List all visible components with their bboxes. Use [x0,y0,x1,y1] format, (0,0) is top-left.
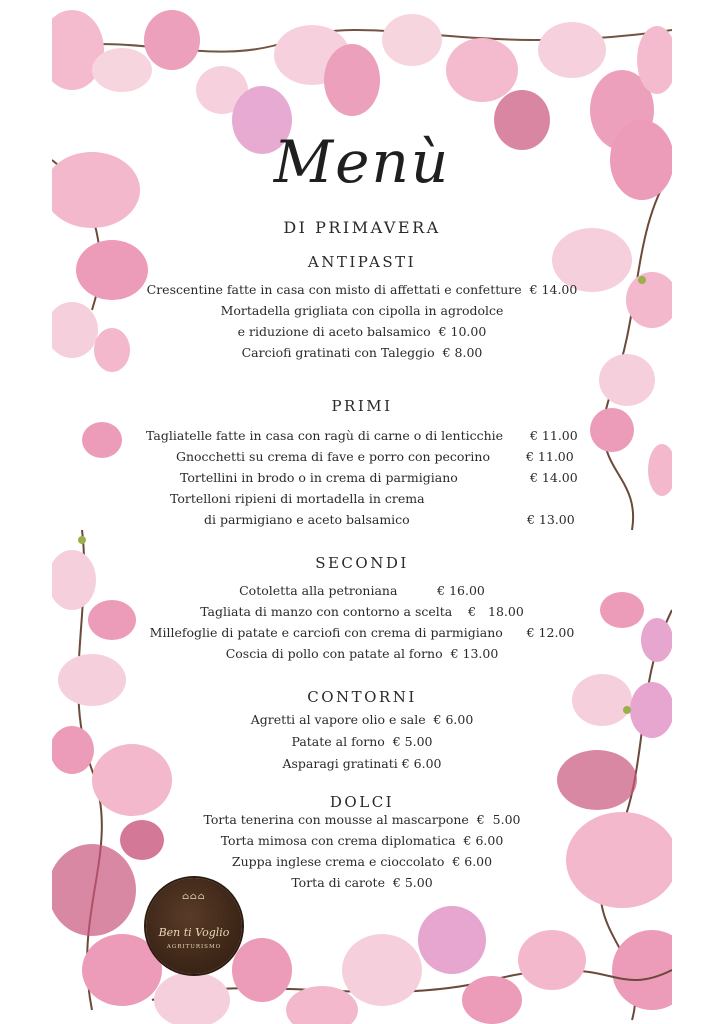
section-title-dolci: DOLCI [329,793,395,811]
menu-title: Menù [273,128,451,196]
dolci-item: Torta di carote € 5.00 [291,875,433,890]
section-title-antipasti: ANTIPASTI [307,253,417,271]
dolci-item: Torta mimosa con crema diplomatica € 6.00 [220,833,504,848]
contorni-item: Agretti al vapore olio e sale € 6.00 [250,712,474,727]
antipasti-item: Crescentine fatte in casa con misto di affettati e confetture € 14.00 [146,282,578,297]
primi-item-name: Tortelloni ripieni di mortadella in crema [170,491,425,506]
contorni-item: Patate al forno € 5.00 [291,734,433,749]
secondi-item: Tagliata di manzo con contorno a scelta € 18.00 [200,604,524,619]
contorni-item: Asparagi gratinati € 6.00 [282,756,442,771]
secondi-item: Millefoglie di patate e carciofi con crema di parmigiano € 12.00 [149,625,575,640]
antipasti-item: Carciofi gratinati con Taleggio € 8.00 [241,345,483,360]
antipasti-item: Mortadella grigliata con cipolla in agrodolce [220,303,504,318]
primi-item-price: € 11.00 [526,449,574,464]
dolci-item: Zuppa inglese crema e cioccolato € 6.00 [231,854,493,869]
section-title-primi: PRIMI [331,397,393,415]
agriturismo-logo [146,878,242,974]
secondi-item: Cotoletta alla petroniana € 16.00 [239,583,485,598]
menu-subtitle: DI PRIMAVERA [283,218,441,237]
primi-item-name: Tortellini in brodo o in crema di parmigiano [180,470,458,485]
primi-item-price: € 11.00 [530,428,578,443]
logo-name: Ben ti Voglio [158,926,230,939]
primi-item-price: € 13.00 [527,512,575,527]
primi-item-name: Gnocchetti su crema di fave e porro con pecorino [176,449,490,464]
section-title-contorni: CONTORNI [307,688,417,706]
secondi-item: Coscia di pollo con patate al forno € 13.00 [225,646,499,661]
primi-item-price: € 14.00 [530,470,578,485]
primi-item-name: di parmigiano e aceto balsamico [204,512,410,527]
logo-mark-icon: ⌂⌂⌂ [182,892,206,902]
dolci-item: Torta tenerina con mousse al mascarpone € 5.00 [203,812,521,827]
section-title-secondi: SECONDI [315,554,409,572]
logo-tagline: AGRITURISMO [166,944,222,950]
primi-item-name: Tagliatelle fatte in casa con ragù di carne o di lenticchie [146,428,504,443]
antipasti-item: e riduzione di aceto balsamico € 10.00 [237,324,487,339]
